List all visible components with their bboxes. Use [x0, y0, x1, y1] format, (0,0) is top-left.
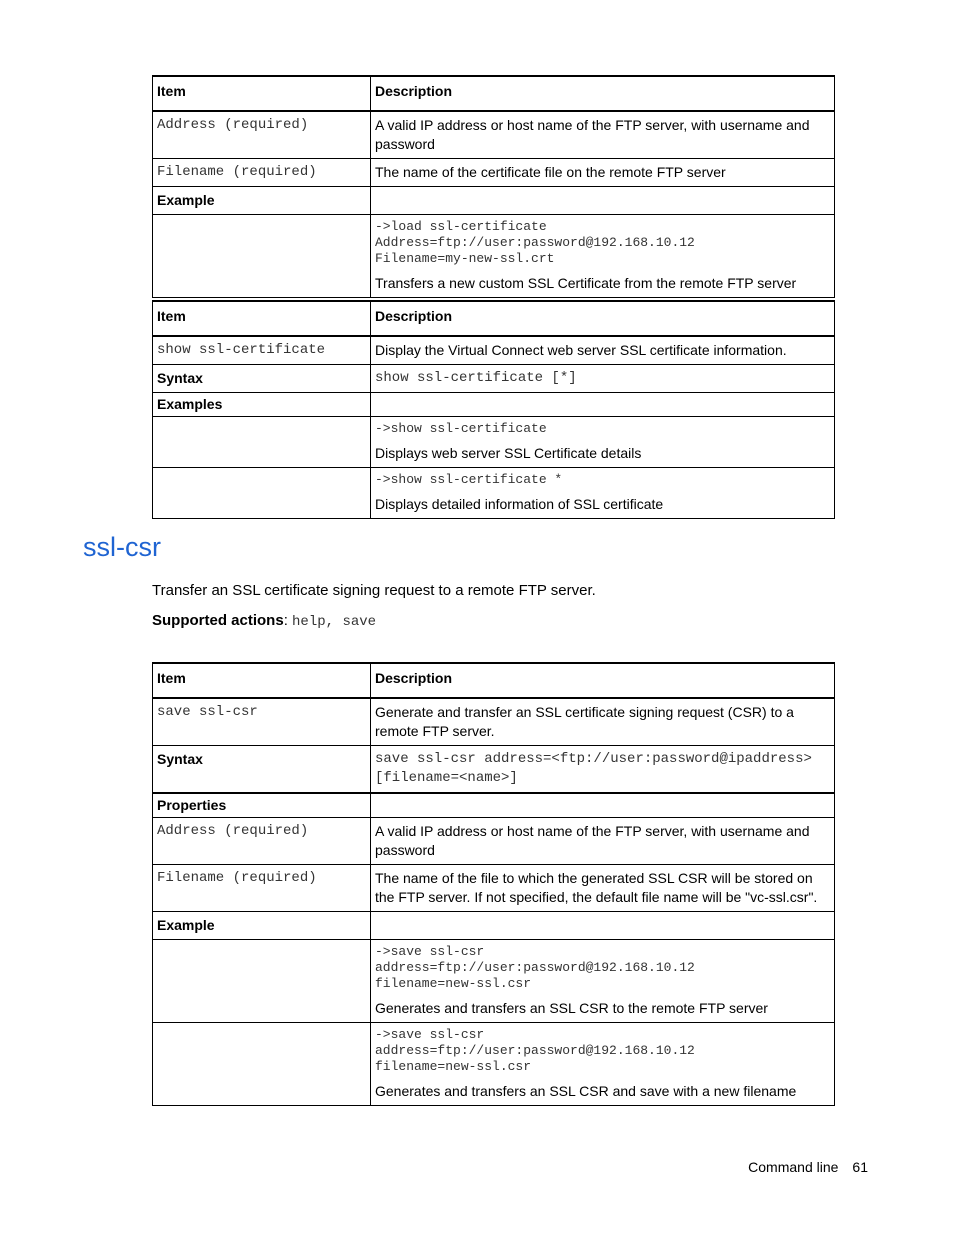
table-row	[153, 818, 835, 865]
example-cell	[371, 468, 835, 519]
description-cell: Display the Virtual Connect web server SSL certificate information.	[371, 336, 835, 365]
header-description: Description	[371, 663, 835, 698]
table-row	[153, 912, 835, 940]
footer-section: Command line	[748, 1159, 839, 1175]
table-row	[153, 393, 835, 417]
command-table-save-ssl-csr	[152, 662, 835, 1106]
section-intro: Transfer an SSL certificate signing request to a remote FTP server.	[152, 582, 596, 599]
example-code: ->save ssl-csr address=ftp://user:password@192.168.10.12 filename=new-ssl.csr	[375, 944, 695, 991]
table-row	[153, 1023, 835, 1106]
table-row	[153, 159, 835, 187]
empty-cell	[153, 215, 371, 298]
table-row	[153, 746, 835, 794]
table-header-row	[153, 663, 835, 698]
description-cell: Generate and transfer an SSL certificate signing request (CSR) to a remote FTP server.	[371, 698, 835, 746]
section-heading: ssl-csr	[83, 532, 161, 562]
header-description: Description	[371, 76, 835, 111]
table-row	[153, 793, 835, 818]
example-description: Transfers a new custom SSL Certificate from the remote FTP server	[375, 275, 797, 291]
syntax-cell: save ssl-csr address=<ftp://user:password@ipaddress> [filename=<name>]	[371, 746, 835, 794]
table-row	[153, 187, 835, 215]
colon: :	[283, 612, 293, 629]
header-item: Item	[153, 76, 371, 111]
empty-cell	[153, 417, 371, 468]
example-cell	[371, 215, 835, 298]
example-cell	[371, 417, 835, 468]
table-row	[153, 215, 835, 298]
table-header-row	[153, 76, 835, 111]
example-code: ->show ssl-certificate *	[375, 472, 563, 487]
description-cell: A valid IP address or host name of the FTP server, with username and password	[371, 818, 835, 865]
syntax-label: Syntax	[153, 365, 371, 393]
supported-actions-values: help, save	[292, 614, 377, 630]
description-cell: The name of the certificate file on the remote FTP server	[371, 159, 835, 187]
command-table-show-ssl-certificate	[152, 300, 835, 519]
example-description: Generates and transfers an SSL CSR to the remote FTP server	[375, 1000, 768, 1016]
item-cell: Address (required)	[153, 818, 371, 865]
empty-cell	[371, 393, 835, 417]
empty-cell	[153, 1023, 371, 1106]
description-cell: The name of the file to which the generated SSL CSR will be stored on the FTP server. If not specified, the default file name will be "vc-ssl.csr".	[371, 865, 835, 912]
table-row	[153, 365, 835, 393]
empty-cell	[371, 187, 835, 215]
table-row	[153, 468, 835, 519]
page-footer	[748, 1159, 868, 1175]
syntax-label: Syntax	[153, 746, 371, 794]
example-code: ->show ssl-certificate	[375, 421, 547, 436]
table-row	[153, 698, 835, 746]
command-cell: save ssl-csr	[153, 698, 371, 746]
example-cell	[371, 1023, 835, 1106]
example-cell	[371, 940, 835, 1023]
example-description: Generates and transfers an SSL CSR and save with a new filename	[375, 1083, 797, 1099]
header-item: Item	[153, 301, 371, 336]
item-cell: Address (required)	[153, 111, 371, 159]
table-header-row	[153, 301, 835, 336]
item-cell: Filename (required)	[153, 865, 371, 912]
supported-actions-label: Supported actions	[152, 612, 284, 629]
example-description: Displays detailed information of SSL certificate	[375, 496, 664, 512]
properties-label: Properties	[153, 793, 371, 818]
table-row	[153, 111, 835, 159]
supported-actions	[152, 612, 376, 630]
properties-table-load-ssl-certificate	[152, 75, 835, 298]
example-code: ->save ssl-csr address=ftp://user:password@192.168.10.12 filename=new-ssl.csr	[375, 1027, 695, 1074]
table-row	[153, 940, 835, 1023]
empty-cell	[371, 793, 835, 818]
table-row	[153, 865, 835, 912]
example-label: Example	[153, 912, 371, 940]
examples-label: Examples	[153, 393, 371, 417]
empty-cell	[153, 468, 371, 519]
description-cell: A valid IP address or host name of the FTP server, with username and password	[371, 111, 835, 159]
command-cell: show ssl-certificate	[153, 336, 371, 365]
header-description: Description	[371, 301, 835, 336]
example-code: ->load ssl-certificate Address=ftp://user:password@192.168.10.12 Filename=my-new-ssl.crt	[375, 219, 695, 266]
empty-cell	[371, 912, 835, 940]
item-cell: Filename (required)	[153, 159, 371, 187]
syntax-cell: show ssl-certificate [*]	[371, 365, 835, 393]
table-row	[153, 417, 835, 468]
header-item: Item	[153, 663, 371, 698]
page-number: 61	[852, 1159, 868, 1175]
empty-cell	[153, 940, 371, 1023]
table-row	[153, 336, 835, 365]
example-description: Displays web server SSL Certificate details	[375, 445, 642, 461]
example-label: Example	[153, 187, 371, 215]
